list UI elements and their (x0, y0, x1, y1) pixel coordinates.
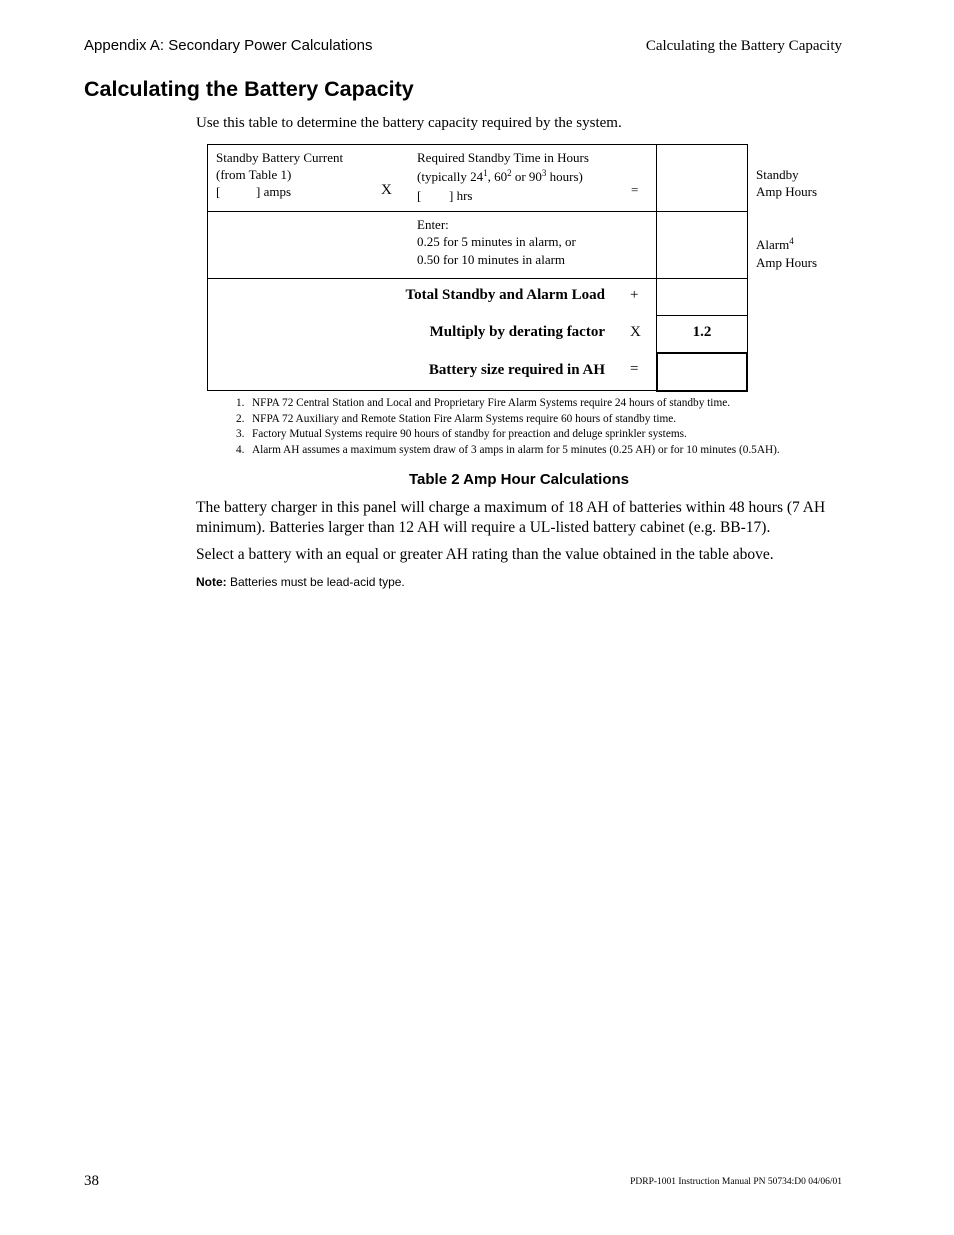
amps-bracket-close: ] amps (256, 184, 292, 199)
note-label: Note: (196, 575, 227, 589)
multiply-operator: X (381, 182, 392, 198)
note (196, 575, 405, 589)
footnote-1: 1. NFPA 72 Central Station and Local and Proprietary Fire Alarm Systems require 24 hours of standby time. (236, 397, 731, 409)
footer-document-id: PDRP-1001 Instruction Manual PN 50734:D0 04/06/01 (630, 1177, 842, 1187)
page-title: Calculating the Battery Capacity (84, 77, 414, 101)
derating-factor-value: 1.2 (692, 324, 712, 340)
standby-side-label-1: Standby (756, 167, 799, 182)
table-caption: Table 2 Amp Hour Calculations (408, 471, 630, 488)
header-left: Appendix A: Secondary Power Calculations (84, 37, 373, 54)
total-load-label: Total Standby and Alarm Load (405, 287, 605, 303)
note-text: Batteries must be lead-acid type. (226, 575, 405, 589)
amps-bracket-open: [ (216, 184, 221, 199)
derating-factor-label: Multiply by derating factor (429, 324, 605, 340)
result-equals-operator: = (630, 361, 639, 377)
plus-operator: + (630, 287, 639, 303)
battery-size-label: Battery size required in AH (428, 362, 605, 378)
battery-size-result-box (656, 352, 748, 392)
footnote-3: 3. Factory Mutual Systems require 90 hours of standby for preaction and deluge sprinkler systems. (236, 428, 687, 440)
standby-side-label-2: Amp Hours (756, 184, 818, 199)
intro-text: Use this table to determine the battery capacity required by the system. (196, 115, 622, 131)
derating-multiply-operator: X (630, 324, 641, 340)
alarm-side-label-2: Amp Hours (756, 255, 818, 270)
standby-time-label: Required Standby Time in Hours (417, 150, 589, 165)
equals-operator: = (631, 182, 639, 197)
footnote-4: 4. Alarm AH assumes a maximum system draw of 3 amps in alarm for 5 minutes (0.25 AH) or for 10 minutes (0.5AH). (236, 444, 780, 456)
page-number: 38 (84, 1173, 99, 1189)
charger-paragraph: The battery charger in this panel will charge a maximum of 18 AH of batteries within 48 hours (7 AH minimum). Batteries larger than 12 AH will require a UL-listed battery cabinet (e.g. BB-17). (196, 499, 826, 536)
alarm-side-label-1: Alarm$^4$ (756, 236, 794, 252)
enter-label: Enter: (417, 217, 449, 232)
standby-current-label: Standby Battery Current (216, 150, 344, 165)
hrs-bracket-open: [ (417, 188, 422, 203)
standby-time-typical: (typically $24^1$, $60^2$ or $90^3$ hours) (417, 168, 583, 184)
enter-option-5min: 0.25 for 5 minutes in alarm, or (417, 234, 576, 249)
enter-option-10min: 0.50 for 10 minutes in alarm (417, 252, 566, 267)
select-battery-paragraph: Select a battery with an equal or greater AH rating than the value obtained in the table above. (196, 546, 774, 563)
footnote-2: 2. NFPA 72 Auxiliary and Remote Station Fire Alarm Systems require 60 hours of standby time. (236, 413, 677, 425)
standby-current-source: (from Table 1) (216, 167, 292, 182)
header-right: Calculating the Battery Capacity (645, 38, 842, 54)
hrs-bracket-close: ] hrs (449, 188, 473, 203)
